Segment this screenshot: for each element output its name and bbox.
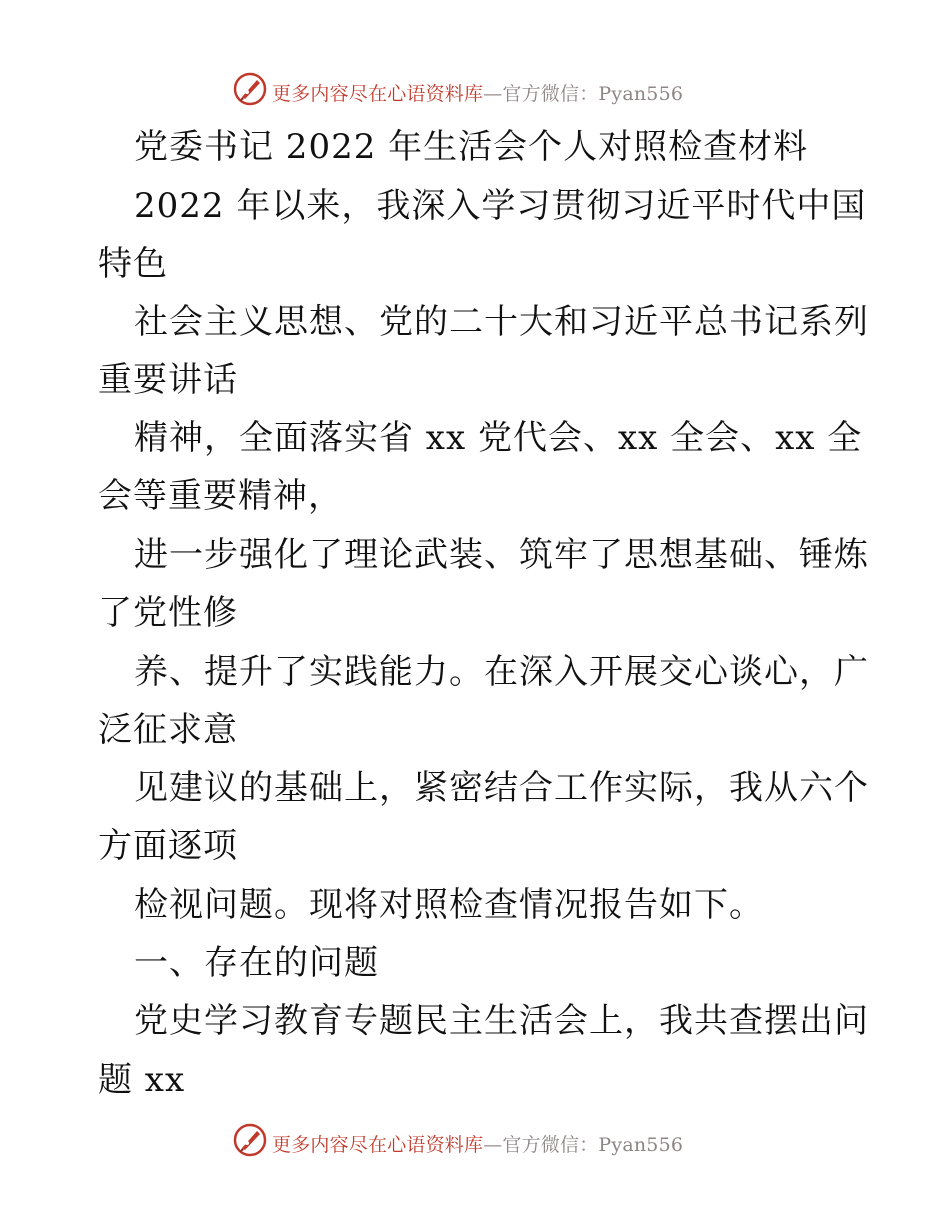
banner-separator: — bbox=[483, 1134, 503, 1156]
banner-text bbox=[272, 1130, 683, 1157]
paragraph-line: 2022 年以来，我深入学习贯彻习近平时代中国 bbox=[134, 186, 867, 226]
paragraph-line: 特色 bbox=[98, 244, 168, 284]
paragraph-line: 会等重要精神， bbox=[98, 476, 343, 516]
banner-site-name: 更多内容尽在心语资料库 bbox=[272, 1134, 484, 1156]
banner-wechat: 官方微信：Pyan556 bbox=[502, 1134, 684, 1156]
paragraph-line: 精神，全面落实省 xx 党代会、xx 全会、xx 全 bbox=[134, 418, 863, 458]
quill-logo-icon bbox=[233, 1123, 267, 1157]
paragraph-line: 泛征求意 bbox=[98, 710, 238, 750]
paragraph-line: 题 xx bbox=[98, 1060, 186, 1100]
paragraph-line: 社会主义思想、党的二十大和习近平总书记系列 bbox=[134, 302, 869, 342]
paragraph-line: 方面逐项 bbox=[98, 826, 238, 866]
paragraph-line: 养、提升了实践能力。在深入开展交心谈心，广 bbox=[134, 652, 869, 692]
paragraph-line: 进一步强化了理论武装、筑牢了思想基础、锤炼 bbox=[134, 535, 869, 575]
document-title: 党委书记 2022 年生活会个人对照检查材料 bbox=[134, 127, 809, 167]
banner-separator: — bbox=[483, 83, 503, 105]
paragraph-line: 检视问题。现将对照检查情况报告如下。 bbox=[134, 885, 764, 925]
paragraph-line: 见建议的基础上，紧密结合工作实际，我从六个 bbox=[134, 768, 869, 808]
quill-logo-icon bbox=[233, 72, 267, 106]
footer-banner bbox=[0, 1121, 950, 1161]
banner-site-name: 更多内容尽在心语资料库 bbox=[272, 83, 484, 105]
paragraph-line: 党史学习教育专题民主生活会上，我共查摆出问 bbox=[134, 1001, 869, 1041]
banner-text bbox=[272, 79, 683, 106]
paragraph-line: 重要讲话 bbox=[98, 360, 238, 400]
paragraph-line: 了党性修 bbox=[98, 593, 238, 633]
section-heading: 一、存在的问题 bbox=[134, 943, 379, 983]
banner-wechat: 官方微信：Pyan556 bbox=[502, 83, 684, 105]
header-banner bbox=[0, 70, 950, 110]
